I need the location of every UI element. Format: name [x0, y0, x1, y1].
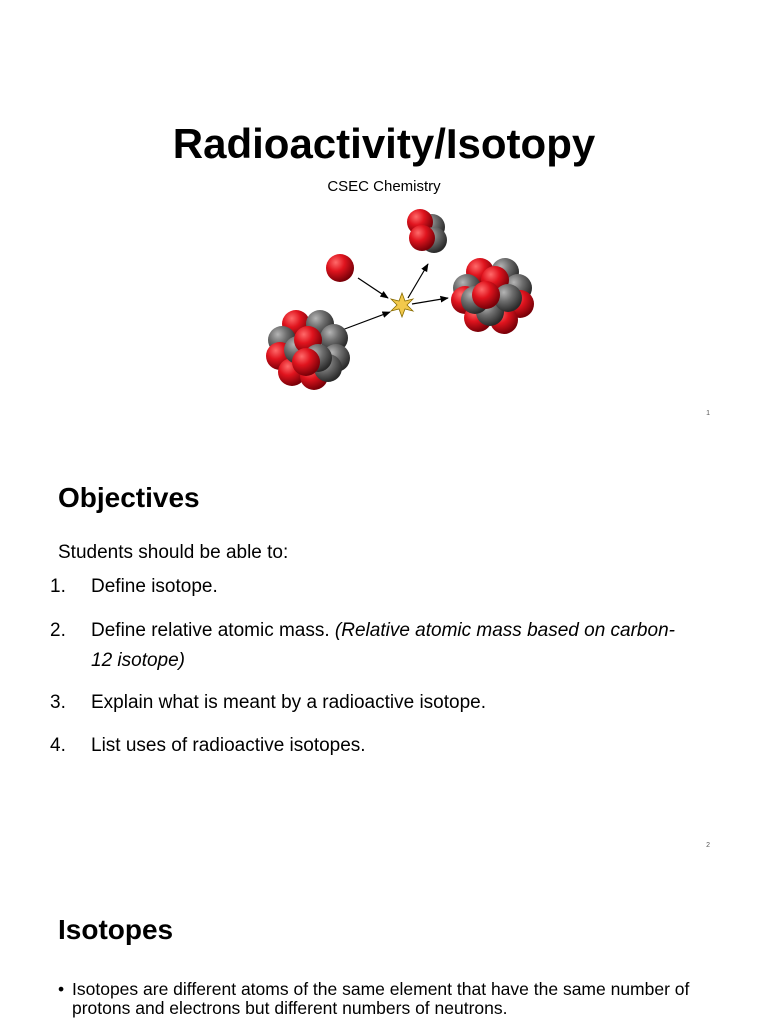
- intro-text: Students should be able to:: [58, 542, 289, 563]
- small-fragment: [407, 209, 447, 253]
- section-heading: Isotopes: [58, 914, 174, 945]
- large-fragment: [451, 258, 534, 334]
- parent-nucleus: [266, 310, 350, 390]
- list-item-text: Explain what is meant by a radioactive isotope.: [91, 692, 486, 713]
- list-item-main: Define relative atomic mass.: [91, 620, 335, 641]
- list-item-number: 3.: [50, 692, 66, 713]
- page-title: Radioactivity/Isotopy: [172, 120, 596, 167]
- slide-title: [0, 0, 768, 430]
- arrow-nucleus-in: [342, 312, 390, 330]
- slide-objectives: [0, 430, 768, 860]
- incoming-particle: [326, 254, 354, 282]
- arrow-group: [342, 264, 448, 330]
- page-number: 1: [706, 410, 710, 417]
- bullet-text: Isotopes are different atoms of the same element that have the same number of protons and electrons but different numbers of neutrons.: [72, 979, 690, 1018]
- page-subtitle: CSEC Chemistry: [327, 178, 441, 195]
- list-item-text: Define isotope.: [91, 576, 218, 597]
- nuclear-fission-illustration: [250, 200, 550, 400]
- burst-icon: [391, 293, 413, 317]
- section-heading: Objectives: [58, 482, 200, 513]
- list-item-number: 2.: [50, 620, 66, 641]
- list-item-text: [91, 616, 691, 676]
- list-item-number: 4.: [50, 735, 66, 756]
- page-number: 2: [706, 842, 710, 849]
- arrow-fragment-up: [408, 264, 428, 298]
- arrow-fragment-right: [412, 298, 448, 304]
- bullet-icon: •: [58, 979, 65, 999]
- list-item-number: 1.: [50, 576, 66, 597]
- arrow-neutron-in: [358, 278, 388, 298]
- slide-isotopes: [0, 860, 768, 1024]
- list-item-note: (Relative atomic mass based on carbon-12 isotope): [91, 620, 675, 671]
- list-item-text: List uses of radioactive isotopes.: [91, 735, 366, 756]
